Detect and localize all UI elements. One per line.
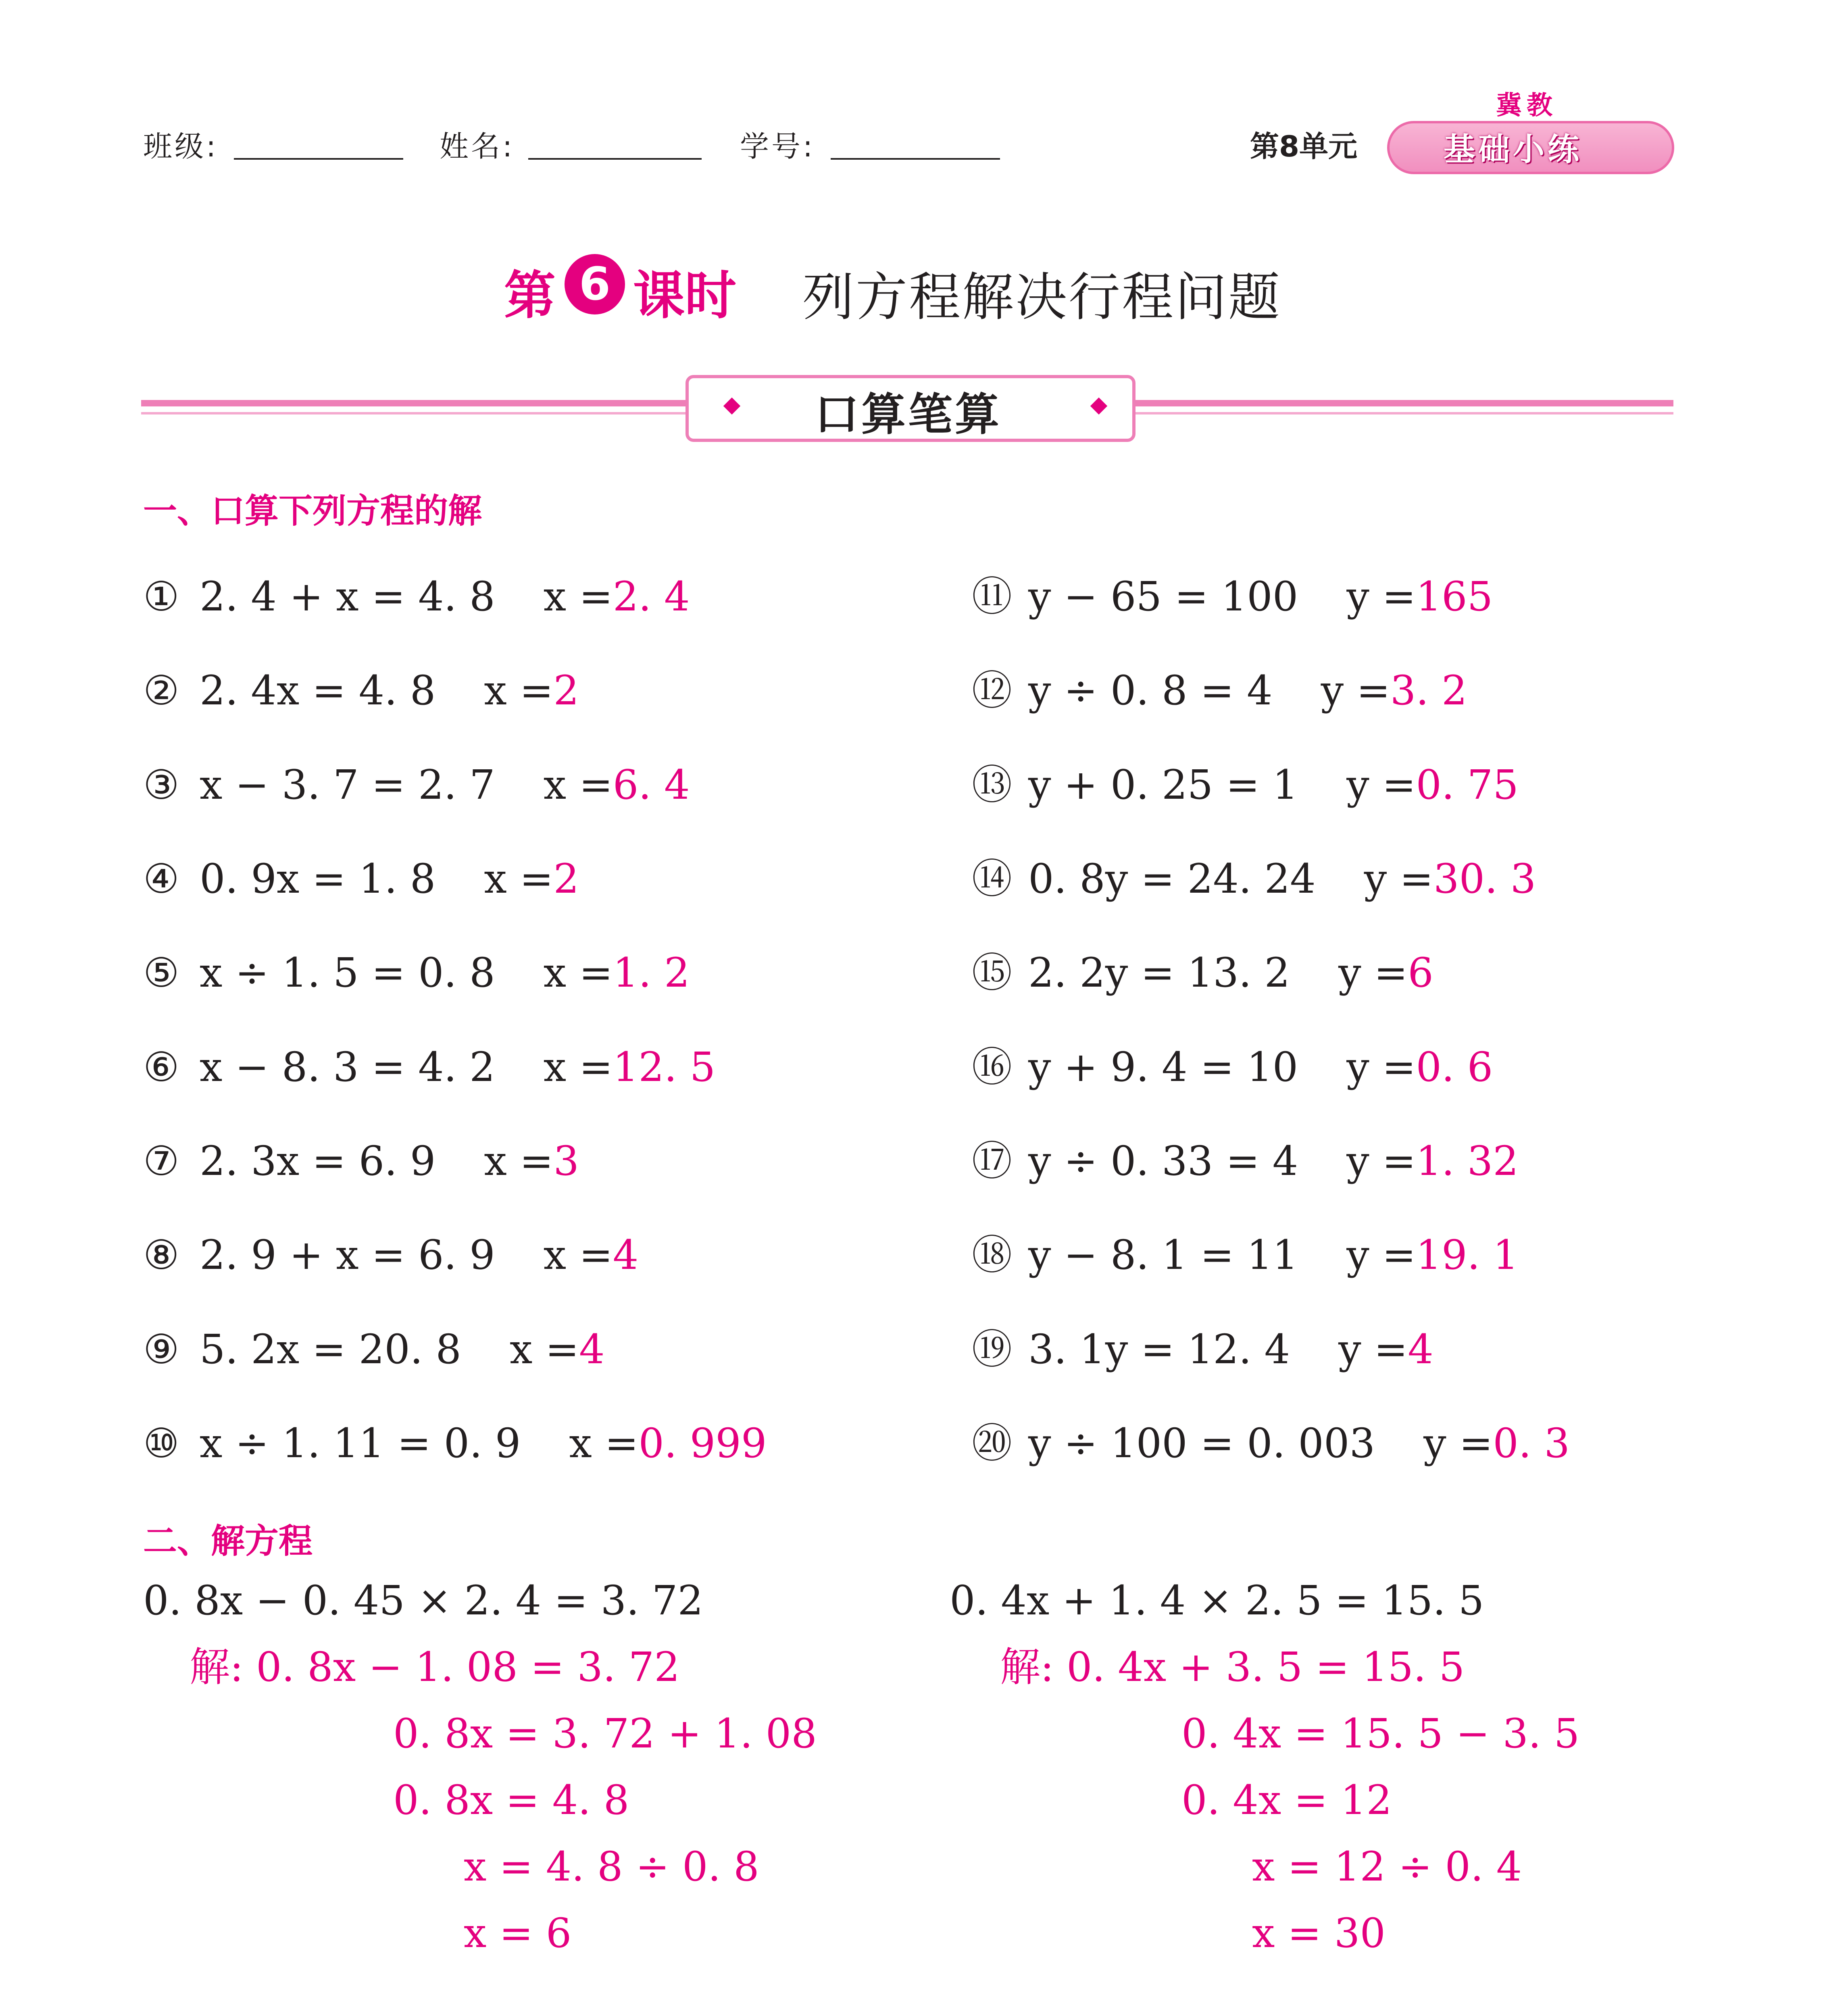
banner-title: 口算笔算 [815,389,1002,440]
header [0,0,1821,181]
lesson-number-badge: 6 [565,254,625,314]
solution-step: x = 4. 8 ÷ 0. 8 [464,1843,759,1890]
class-blank[interactable] [234,158,403,160]
list-item: ⑬ y + 0. 25 = 1 y =0. 75 [972,761,1519,808]
list-item: ④ 0. 9x = 1. 8 x =2 [143,855,579,902]
list-item: ⑯ y + 9. 4 = 10 y =0. 6 [972,1043,1493,1091]
name-label: 姓名: [440,129,515,163]
list-item: ① 2. 4 + x = 4. 8 x =2. 4 [143,573,690,620]
student-id-blank[interactable] [831,158,1000,160]
class-label: 班级: [143,129,219,163]
list-item: ⑮ 2. 2y = 13. 2 y =6 [972,949,1433,996]
student-id-label: 学号: [740,129,815,163]
section1-title: 一、口算下列方程的解 [143,491,482,531]
lesson-heading [504,250,1351,327]
solution-step: 0. 8x = 4. 8 [393,1776,629,1824]
list-item: ③ x − 3. 7 = 2. 7 x =6. 4 [143,761,690,808]
lesson-prefix: 第 [504,266,556,326]
list-item: ⑱ y − 8. 1 = 11 y =19. 1 [972,1231,1519,1279]
section2-title: 二、解方程 [143,1521,313,1561]
list-item: ⑳ y ÷ 100 = 0. 003 y =0. 3 [972,1420,1570,1467]
list-item: ⑥ x − 8. 3 = 4. 2 x =12. 5 [143,1043,716,1091]
solution-step: 0. 4x = 15. 5 − 3. 5 [1181,1710,1580,1757]
section-banner [141,375,1673,456]
list-item: ⑩ x ÷ 1. 11 = 0. 9 x =0. 999 [143,1420,767,1467]
solve-label: 解: [190,1643,244,1691]
solution-step: 0. 8x − 1. 08 = 3. 72 [256,1643,680,1691]
unit-label: 第8单元 [1250,129,1358,163]
list-item: ⑭ 0. 8y = 24. 24 y =30. 3 [972,855,1536,902]
solution-step: 0. 8x = 3. 72 + 1. 08 [393,1710,817,1757]
name-blank[interactable] [528,158,702,160]
list-item: ② 2. 4x = 4. 8 x =2 [143,667,579,714]
solution-step: 0. 4x = 12 [1181,1776,1392,1824]
list-item: ⑫ y ÷ 0. 8 = 4 y =3. 2 [972,667,1467,714]
problem-equation: 0. 8x − 0. 45 × 2. 4 = 3. 72 [143,1577,704,1624]
list-item: ⑧ 2. 9 + x = 6. 9 x =4 [143,1231,639,1279]
brand-sub: 冀教 [1496,91,1557,121]
solution-step: 0. 4x + 3. 5 = 15. 5 [1067,1643,1465,1691]
lesson-title: 列方程解决行程问题 [802,267,1282,327]
list-item: ⑲ 3. 1y = 12. 4 y =4 [972,1326,1433,1373]
solution-step: x = 12 ÷ 0. 4 [1252,1843,1522,1890]
list-item: ⑪ y − 65 = 100 y =165 [972,573,1493,620]
brand-title: 基础小练 [1444,131,1583,168]
list-item: ⑨ 5. 2x = 20. 8 x =4 [143,1326,605,1373]
list-item: ⑤ x ÷ 1. 5 = 0. 8 x =1. 2 [143,949,690,996]
lesson-suffix: 课时 [633,266,737,326]
problem-equation: 0. 4x + 1. 4 × 2. 5 = 15. 5 [950,1577,1484,1624]
solution-step: x = 6 [464,1910,572,1957]
solution-step: x = 30 [1252,1910,1386,1957]
list-item: ⑦ 2. 3x = 6. 9 x =3 [143,1137,579,1185]
solve-label: 解: [1000,1643,1054,1691]
list-item: ⑰ y ÷ 0. 33 = 4 y =1. 32 [972,1137,1519,1185]
